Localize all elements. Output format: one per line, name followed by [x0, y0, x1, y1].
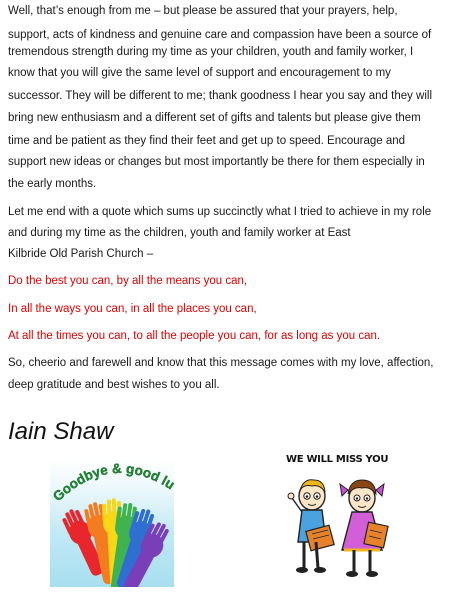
paragraph-2-line: Let me end with a quote which sums up succinctly what I tried to achieve in my role [8, 206, 432, 218]
quote-line: In all the ways you can, in all the places you can, [8, 303, 257, 315]
paragraph-1-line: support, acts of kindness and genuine care and compassion have been a source of [8, 29, 432, 41]
two-children-illustration-icon [282, 450, 394, 590]
girl-figure-icon [340, 480, 388, 577]
we-will-miss-you-image [282, 450, 394, 590]
paragraph-1-line: Well, that’s enough from me – but please be assured that your prayers, help, [8, 5, 398, 17]
boy-figure-icon [288, 480, 334, 573]
paragraph-1-line: time and be patient as they find their feet and get up to speed. Encourage and [8, 135, 406, 147]
signature: Iain Shaw [8, 418, 114, 445]
paragraph-3-line: deep gratitude and best wishes to you all. [8, 379, 220, 391]
miss-you-text: WE WILL MISS YOU [286, 454, 389, 465]
hands-illustration-icon [50, 460, 174, 587]
hands-group [60, 498, 174, 587]
paragraph-3-line: So, cheerio and farewell and know that this message comes with my love, affection, [8, 357, 434, 369]
quote-line: Do the best you can, by all the means you can, [8, 275, 248, 287]
paragraph-2-line: and during my time as the children, youth and family worker at East [8, 227, 351, 239]
paragraph-1-line: bring new enthusiasm and a different set of gifts and talents but please give them [8, 112, 421, 124]
paragraph-1-line: support new ideas or changes but most importantly be there for them especially in [8, 156, 425, 168]
quote-line: At all the times you can, to all the people you can, for as long as you can. [8, 330, 381, 342]
goodbye-text: Goodbye & good l [50, 460, 170, 505]
paragraph-1-line: know that you will give the same level of support and encouragement to my [8, 67, 391, 79]
goodbye-good-luck-image [50, 460, 174, 587]
paragraph-1-line: tremendous strength during my time as your children, youth and family worker, I [8, 46, 414, 58]
paragraph-2-line: Kilbride Old Parish Church – [8, 248, 154, 260]
paragraph-1-line: successor. They will be different to me; thank goodness I hear you say and they will [8, 90, 433, 102]
paragraph-1-line: the early months. [8, 178, 97, 190]
